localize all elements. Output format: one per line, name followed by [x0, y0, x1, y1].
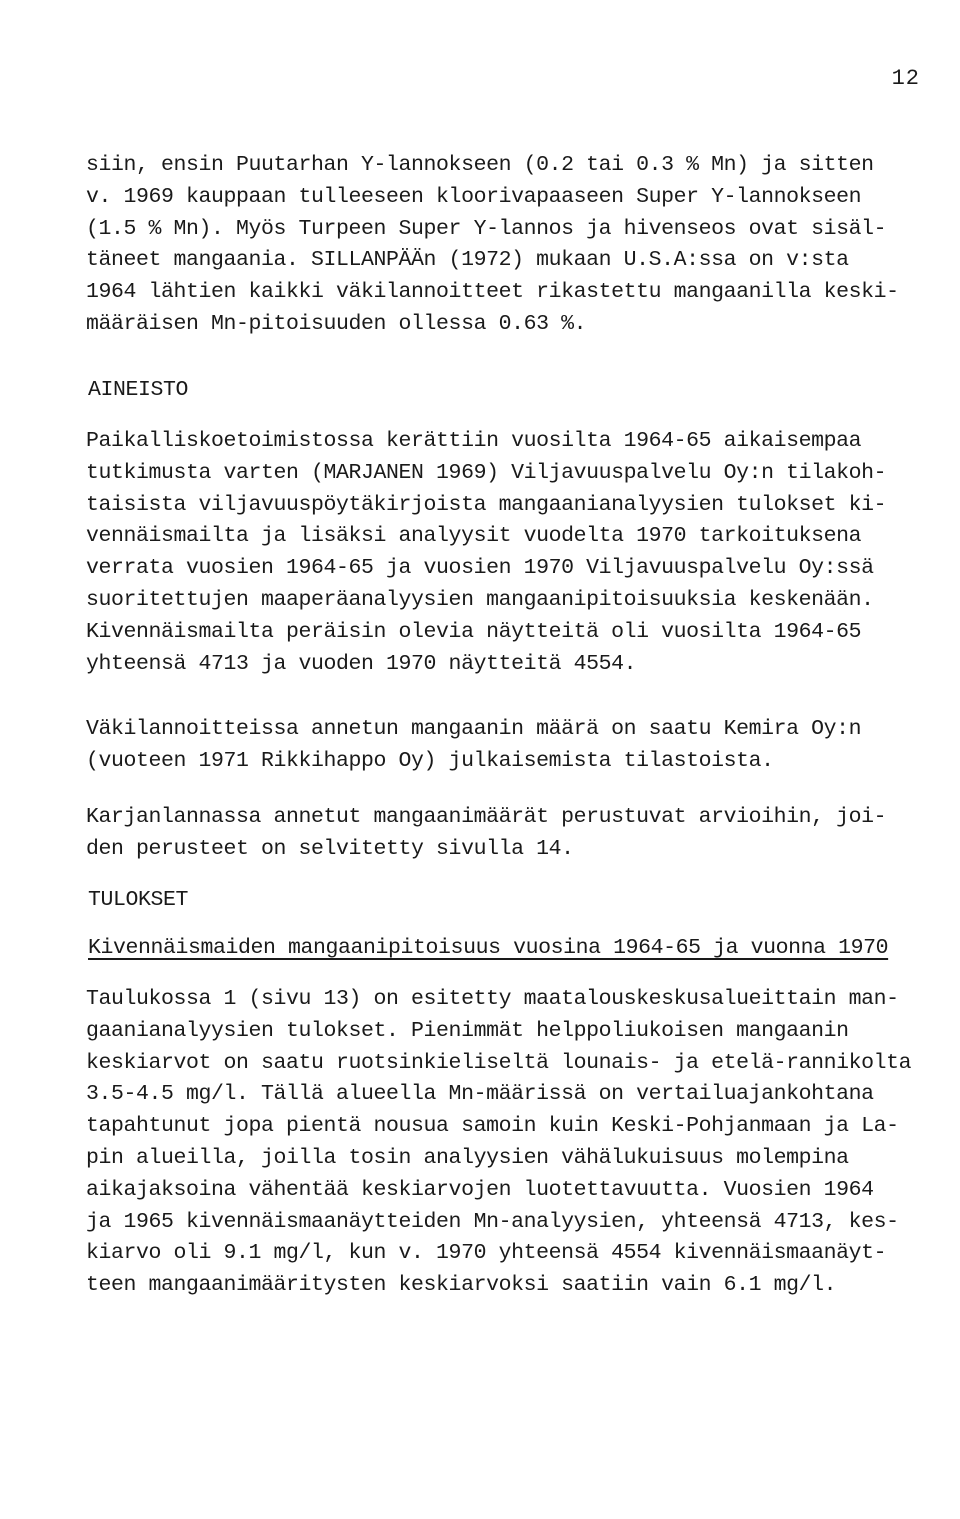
text-line: (1.5 % Mn). Myös Turpeen Super Y-lannos ja hivenseos ovat sisäl-	[86, 216, 887, 241]
text-line: Taulukossa 1 (sivu 13) on esitetty maatalouskeskusalueittain man-	[86, 987, 899, 1011]
text-line: 1964 lähtien kaikki väkilannoitteet rikastettu mangaanilla keski-	[86, 280, 899, 305]
tulokset-paragraph	[86, 984, 948, 1302]
text-line: pin alueilla, joilla tosin analyysien vähälukuisuus molempina	[86, 1145, 849, 1170]
text-line: suoritettujen maaperäanalyysien mangaanipitoisuuksia keskenään.	[86, 587, 874, 612]
text-line: 3.5-4.5 mg/l. Tällä alueella Mn-määrissä on vertailuajankohtana	[86, 1082, 874, 1107]
text-line: keskiarvot on saatu ruotsinkieliseltä lounais- ja etelä-rannikolta	[86, 1050, 912, 1075]
text-line: Karjanlannassa annetut mangaanimäärät perustuvat arvioihin, joi-	[86, 805, 887, 829]
text-line: ja 1965 kivennäismaanäytteiden Mn-analyysien, yhteensä 4713, kes-	[86, 1209, 899, 1234]
intro-paragraph	[86, 150, 948, 341]
text-line: gaanianalyysien tulokset. Pienimmät helppoliukoisen mangaanin	[86, 1018, 849, 1043]
text-line: yhteensä 4713 ja vuoden 1970 näytteitä 4554.	[86, 651, 637, 676]
text-line: Kivennäismailta peräisin olevia näytteitä oli vuosilta 1964-65	[86, 619, 862, 644]
aineisto-paragraph-1	[86, 426, 948, 680]
text-line: teen mangaanimääritysten keskiarvoksi saatiin vain 6.1 mg/l.	[86, 1273, 837, 1298]
text-line: siin, ensin Puutarhan Y-lannokseen (0.2 tai 0.3 % Mn) ja sitten	[86, 153, 874, 177]
section-heading-tulokset: TULOKSET	[88, 888, 189, 912]
text-line: taisista viljavuuspöytäkirjoista mangaanianalyysien tulokset ki-	[86, 492, 887, 517]
text-line: verrata vuosien 1964-65 ja vuosien 1970 Viljavuuspalvelu Oy:ssä	[86, 556, 874, 581]
text-line: (vuoteen 1971 Rikkihappo Oy) julkaisemista tilastoista.	[86, 748, 774, 773]
text-line: tapahtunut jopa pientä nousua samoin kuin Keski-Pohjanmaan ja La-	[86, 1114, 899, 1139]
text-line: Paikalliskoetoimistossa kerättiin vuosilta 1964-65 aikaisempaa	[86, 429, 862, 453]
text-line: täneet mangaania. SILLANPÄÄn (1972) mukaan U.S.A:ssa on v:sta	[86, 248, 849, 273]
text-line: määräisen Mn-pitoisuuden ollessa 0.63 %.	[86, 311, 587, 336]
subsection-heading: Kivennäismaiden mangaanipitoisuus vuosina 1964-65 ja vuonna 1970	[88, 936, 889, 960]
text-line: Väkilannoitteissa annetun mangaanin määrä on saatu Kemira Oy:n	[86, 717, 862, 741]
text-line: kiarvo oli 9.1 mg/l, kun v. 1970 yhteensä 4554 kivennäismaanäyt-	[86, 1241, 887, 1266]
text-line: vennäismailta ja lisäksi analyysit vuodelta 1970 tarkoituksena	[86, 524, 862, 549]
aineisto-paragraph-2	[86, 714, 948, 778]
text-line: v. 1969 kauppaan tulleeseen kloorivapaaseen Super Y-lannokseen	[86, 184, 862, 209]
text-line: aikajaksoina vähentää keskiarvojen luotettavuutta. Vuosien 1964	[86, 1177, 874, 1202]
aineisto-paragraph-3	[86, 802, 948, 866]
section-heading-aineisto: AINEISTO	[88, 378, 189, 402]
text-line: tutkimusta varten (MARJANEN 1969) Viljavuuspalvelu Oy:n tilakoh-	[86, 460, 887, 485]
text-line: den perusteet on selvitetty sivulla 14.	[86, 836, 574, 861]
page-number: 12	[891, 66, 920, 91]
